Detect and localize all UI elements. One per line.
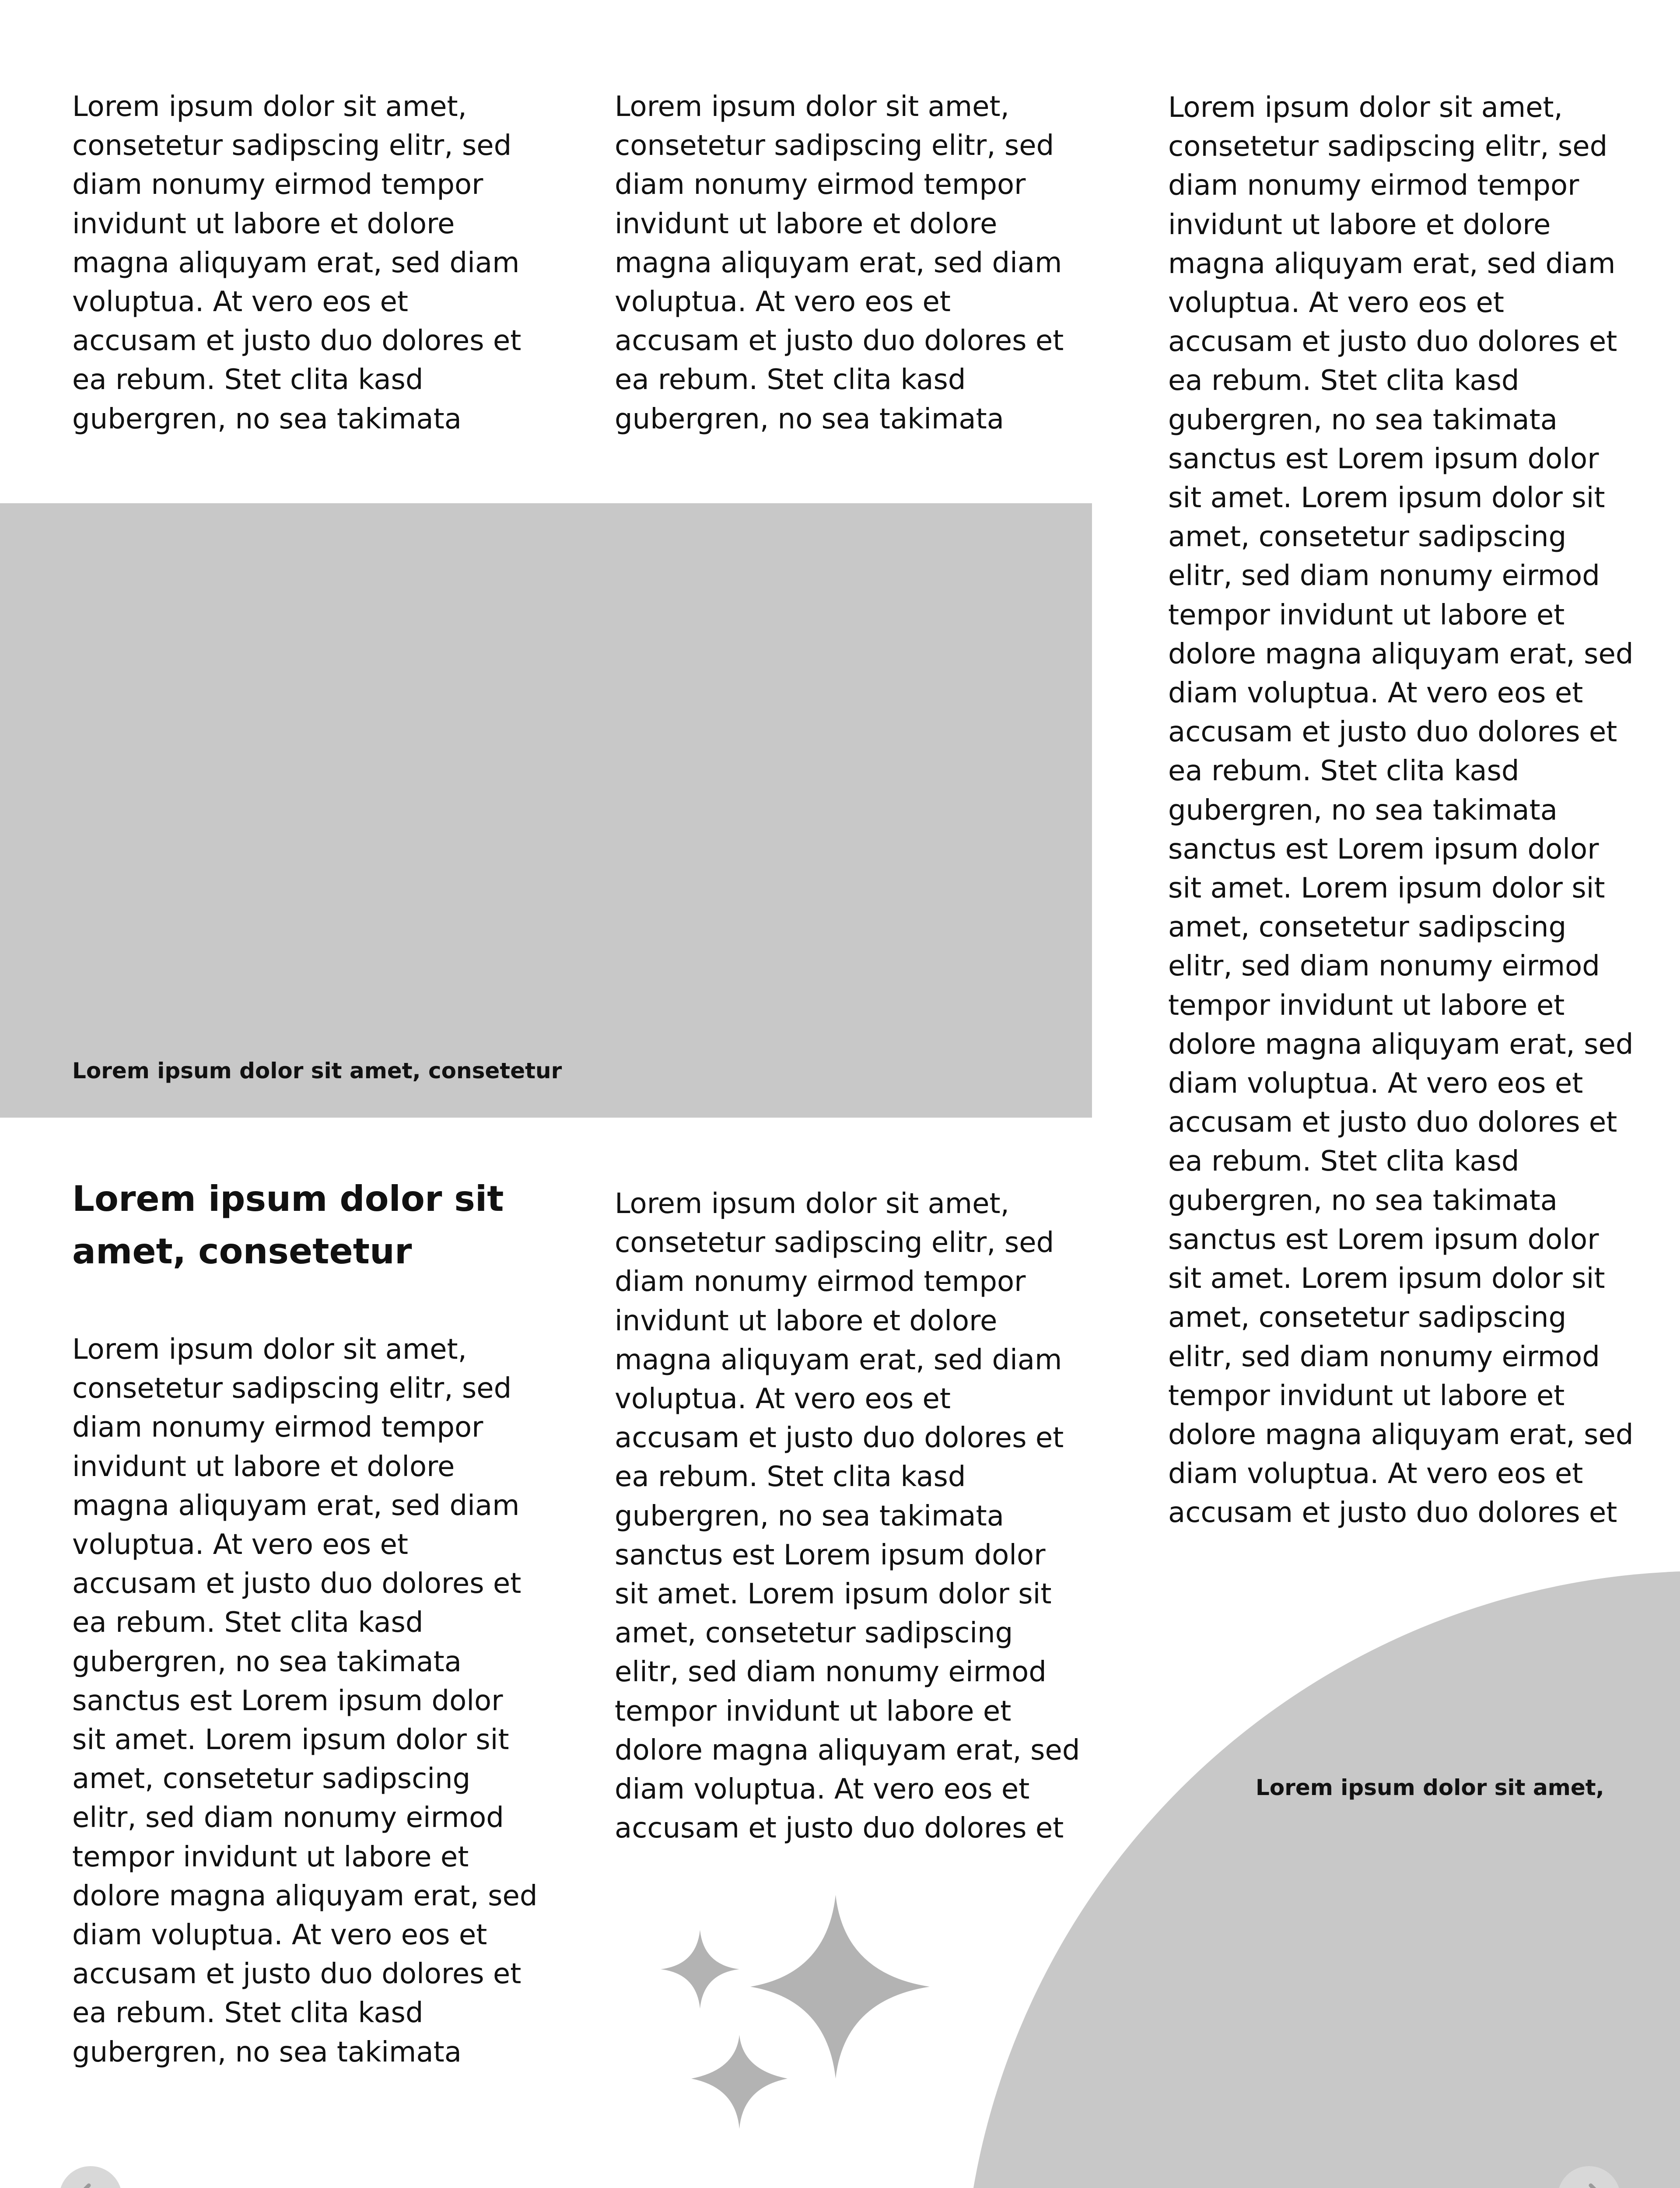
arrow-right-icon: [1558, 2166, 1620, 2188]
sparkle-small-bottom: [691, 2035, 788, 2129]
arrow-left-icon: [59, 2166, 122, 2188]
sparkle-small-left: [661, 1930, 739, 2009]
section-headline: Lorem ipsum dolor sit amet, consetetur: [72, 1178, 504, 1272]
column-2-body-text: Lorem ipsum dolor sit amet, consetetur sadipscing elitr, sed diam nonumy eirmod tempor invidunt ut labore et dolore magna aliquyam erat, sed diam voluptua. At vero eos et accusam et justo duo dolores et ea rebum. Stet clita kasd gubergren, no sea takimata sanctus est Lorem ipsum dolor sit amet. Lorem ipsum dolor sit amet, consetetur sadipscing elitr, sed diam nonumy eirmod tempor invidunt ut labore et dolore magna aliquyam erat, sed diam voluptua. At vero eos et accusam et justo duo dolores et: [615, 1188, 1080, 1845]
next-page-button[interactable]: [1558, 2166, 1620, 2188]
sparkles-icon: [656, 1895, 941, 2135]
column-1-body-text: Lorem ipsum dolor sit amet, consetetur sadipscing elitr, sed diam nonumy eirmod tempor invidunt ut labore et dolore magna aliquyam erat, sed diam voluptua. At vero eos et accusam et justo duo dolores et ea rebum. Stet clita kasd gubergren, no sea takimata sanctus est Lorem ipsum dolor sit amet. Lorem ipsum dolor sit amet, consetetur sadipscing elitr, sed diam nonumy eirmod tempor invidunt ut labore et dolore magna aliquyam erat, sed diam voluptua. At vero eos et accusam et justo duo dolores et ea rebum. Stet clita kasd gubergren, no sea takimata: [72, 1333, 538, 2069]
image-caption: Lorem ipsum dolor sit amet, consetetur: [72, 1058, 562, 1083]
column-1-top-text: Lorem ipsum dolor sit amet, consetetur sadipscing elitr, sed diam nonumy eirmod tempor invidunt ut labore et dolore magna aliquyam erat, sed diam voluptua. At vero eos et accusam et justo duo dolores et ea rebum. Stet clita kasd gubergren, no sea takimata: [72, 91, 522, 435]
column-2-top-text: Lorem ipsum dolor sit amet, consetetur sadipscing elitr, sed diam nonumy eirmod tempor invidunt ut labore et dolore magna aliquyam erat, sed diam voluptua. At vero eos et accusam et justo duo dolores et ea rebum. Stet clita kasd gubergren, no sea takimata: [615, 91, 1064, 435]
previous-page-button[interactable]: [59, 2166, 122, 2188]
sparkle-large: [750, 1895, 930, 2079]
circle-caption: Lorem ipsum dolor sit amet,: [1256, 1775, 1604, 1800]
column-3-text: Lorem ipsum dolor sit amet, consetetur sadipscing elitr, sed diam nonumy eirmod tempor invidunt ut labore et dolore magna aliquyam erat, sed diam voluptua. At vero eos et accusam et justo duo dolores et ea rebum. Stet clita kasd gubergren, no sea takimata sanctus est Lorem ipsum dolor sit amet. Lorem ipsum dolor sit amet, consetetur sadipscing elitr, sed diam nonumy eirmod tempor invidunt ut labore et dolore magna aliquyam erat, sed diam voluptua. At vero eos et accusam et justo duo dolores et ea rebum. Stet clita kasd gubergren, no sea takimata sanctus est Lorem ipsum dolor sit amet. Lorem ipsum dolor sit amet, consetetur sadipscing elitr, sed diam nonumy eirmod tempor invidunt ut labore et dolore magna aliquyam erat, sed diam voluptua. At vero eos et accusam et justo duo dolores et ea rebum. Stet clita kasd gubergren, no sea takimata sanctus est Lorem ipsum dolor sit amet. Lorem ipsum dolor sit amet, consetetur sadipscing elitr, sed diam nonumy eirmod tempor invidunt ut labore et dolore magna aliquyam erat, sed diam voluptua. At vero eos et accusam et justo duo dolores et: [1168, 91, 1634, 1529]
image-placeholder: [0, 503, 1092, 1118]
